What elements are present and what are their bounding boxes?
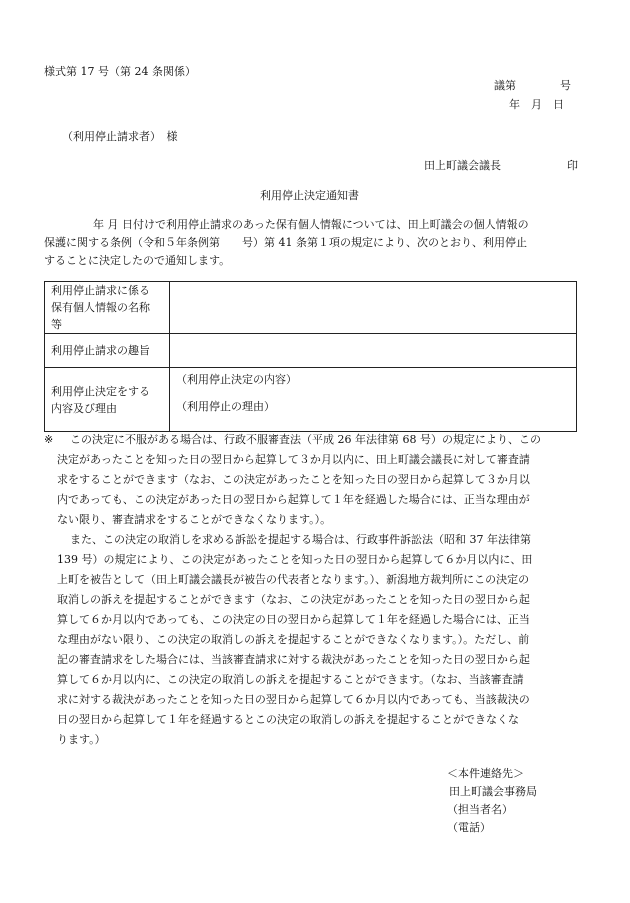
contact-phone: （電話）	[447, 821, 491, 834]
table-row	[45, 282, 577, 334]
note-line: ない限り、審査請求をすることができなくなります。）。	[57, 513, 332, 526]
table-row	[45, 334, 577, 368]
note-line: 決定があったことを知った日の翌日から起算して３か月以内に、田上町議会議長に対して審査請	[57, 453, 530, 466]
issue-date: 年 月 日	[509, 98, 564, 111]
contact-office: 田上町議会事務局	[449, 785, 537, 798]
contact-heading: ＜本件連絡先＞	[447, 767, 524, 780]
note-line: ります。）	[57, 733, 106, 746]
row-label-decision-reason	[45, 368, 170, 432]
document-number: 議第 号	[494, 79, 571, 92]
note-line: 記の審査請求をした場合には、当該審査請求に対する裁決があったことを知った日の翌日から起	[57, 653, 530, 666]
row-value-decision-reason	[170, 368, 577, 432]
note-line: 算して６か月以内であっても、この決定の日の翌日から起算して１年を経過した場合には、正当	[57, 613, 530, 626]
note-line: 日の翌日から起算して１年を経過するとこの決定の取消しの訴えを提起することができなくな	[57, 713, 519, 726]
note-line: この決定に不服がある場合は、行政不服審査法（平成 26 年法律第 68 号）の規定により、この	[70, 433, 541, 446]
note-line: 取消しの訴えを提起することができます（なお、この決定があったことを知った日の翌日から起	[57, 593, 530, 606]
label-line: 利用停止決定をする	[51, 384, 150, 398]
form-number: 様式第 17 号（第 24 条関係）	[44, 65, 196, 78]
decision-content-label: （利用停止決定の内容）	[176, 373, 297, 386]
note-line: 139 号）の規定により、この決定があったことを知った日の翌日から起算して６か月以内に、田	[57, 553, 533, 566]
table-row	[45, 368, 577, 432]
note-line: 求に対する裁決があったことを知った日の翌日から起算して６か月以内であっても、当該裁決の	[57, 693, 530, 706]
note-mark: ※	[44, 433, 54, 446]
document-title: 利用停止決定通知書	[260, 189, 359, 202]
label-line: 内容及び理由	[51, 401, 117, 415]
seal-mark: 印	[567, 159, 578, 172]
row-value-request-purpose	[170, 334, 577, 368]
note-line: 算して６か月以内に、この決定の取消しの訴えを提起することができます。（なお、当該審査請	[57, 673, 524, 686]
note-line: また、この決定の取消しを求める訴訟を提起する場合は、行政事件訴訟法（昭和 37 年法律第	[70, 533, 531, 546]
row-value-information-name	[170, 282, 577, 334]
label-line: 保有個人情報の名称	[51, 301, 150, 314]
intro-line: 年 月 日付けで利用停止請求のあった保有個人情報については、田上町議会の個人情報の	[93, 218, 529, 231]
row-label-information-name	[45, 282, 170, 334]
note-line: 上町を被告として（田上町議会議長が被告の代表者となります。）、新潟地方裁判所にこの決定の	[57, 573, 530, 586]
intro-line: することに決定したので通知します。	[44, 254, 231, 267]
stop-reason-label: （利用停止の理由）	[176, 400, 275, 413]
contact-person: （担当者名）	[447, 803, 513, 816]
sender-name: 田上町議会議長	[424, 159, 501, 172]
label-line: 利用停止請求に係る	[51, 284, 150, 297]
addressee: （利用停止請求者） 様	[62, 130, 178, 143]
note-line: 求をすることができます（なお、この決定があったことを知った日の翌日から起算して３か月以	[57, 473, 530, 486]
row-label-request-purpose: 利用停止請求の趣旨	[45, 334, 170, 368]
note-line: な理由がない限り、この決定の取消しの訴えを提起することができなくなります。）。ただし、前	[57, 633, 530, 646]
details-table	[44, 281, 577, 432]
label-line: 等	[51, 318, 62, 331]
intro-line: 保護に関する条例（令和５年条例第 号）第 41 条第１項の規定により、次のとおり、利用停止	[44, 236, 527, 249]
note-line: 内であっても、この決定があった日の翌日から起算して１年を経過した場合には、正当な理由が	[57, 493, 530, 506]
